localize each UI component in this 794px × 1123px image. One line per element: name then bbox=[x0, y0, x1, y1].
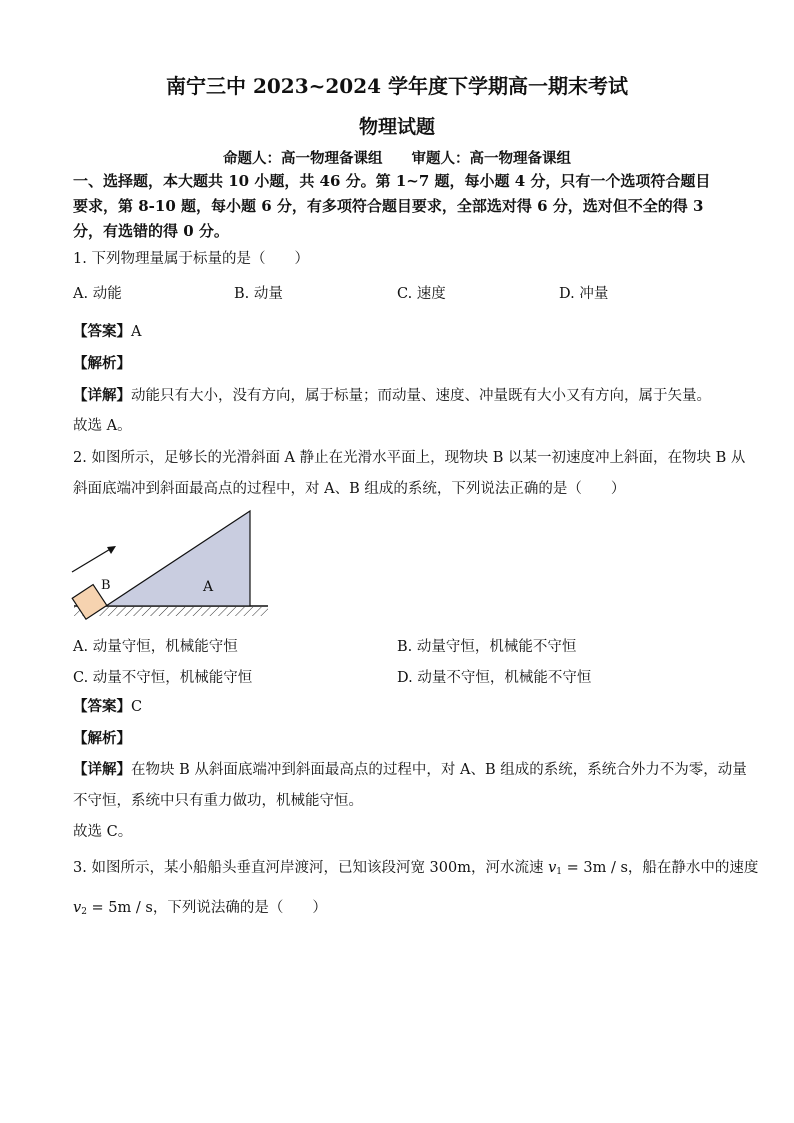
q2-option-a: A. 动量守恒，机械能守恒 bbox=[73, 639, 238, 655]
q3-stem-part1: 3. 如图所示，某小船船头垂直河岸渡河，已知该段河宽 300m，河水流速 bbox=[73, 860, 549, 876]
q3-stem-line1 bbox=[73, 858, 758, 882]
q1-conclusion: 故选 A。 bbox=[73, 418, 132, 434]
q3-stem-part3: ，下列说法确的是（ ） bbox=[152, 900, 327, 916]
detail-text: 在物块 B 从斜面底端冲到斜面最高点的过程中，对 A、B 组成的系统，系统合外力不为零，动量 bbox=[131, 762, 747, 778]
detail-label: 【详解】 bbox=[73, 387, 131, 404]
q3-stem-line2 bbox=[73, 898, 327, 922]
q1-option-c: C. 速度 bbox=[397, 286, 446, 302]
incline-a-shape bbox=[106, 511, 250, 606]
velocity-arrow bbox=[72, 548, 112, 572]
v1-subscript: 1 bbox=[556, 867, 563, 877]
detail-text: 动能只有大小，没有方向，属于标量；而动量、速度、冲量既有大小又有方向，属于矢量。 bbox=[131, 388, 711, 404]
v2-value: = 5m / s bbox=[86, 900, 153, 916]
q2-option-d: D. 动量不守恒，机械能不守恒 bbox=[397, 670, 592, 686]
q1-answer bbox=[73, 322, 141, 342]
exam-title: 南宁三中 2023~2024 学年度下学期高一期末考试 bbox=[165, 74, 628, 98]
q1-option-a: A. 动能 bbox=[73, 286, 122, 302]
q2-detail-line2: 不守恒，系统中只有重力做功，机械能守恒。 bbox=[73, 793, 363, 809]
answer-label: 【答案】 bbox=[73, 698, 131, 715]
q2-option-c: C. 动量不守恒，机械能守恒 bbox=[73, 670, 253, 686]
section-instructions: 一、选择题，本大题共 10 小题，共 46 分。第 1~7 题，每小题 4 分，只有一个选项符合题目要求，第 8-10 题，每小题 6 分，有多项符合题目要求，全部选对得 6 分，选对但不全的得 3 分，有选错的得 0 分。 bbox=[73, 172, 711, 240]
answer-label: 【答案】 bbox=[73, 323, 131, 340]
q2-conclusion: 故选 C。 bbox=[73, 824, 133, 840]
subject-title: 物理试题 bbox=[358, 116, 435, 138]
block-label: B bbox=[101, 578, 111, 593]
author-line: 命题人：高一物理备课组 审题人：高一物理备课组 bbox=[223, 150, 571, 167]
q1-detail bbox=[73, 386, 711, 406]
detail-label: 【详解】 bbox=[73, 761, 131, 778]
q1-option-b: B. 动量 bbox=[234, 286, 283, 302]
incline-label: A bbox=[203, 579, 214, 595]
v1-symbol: v bbox=[548, 860, 557, 876]
q2-answer bbox=[73, 697, 142, 717]
v2-symbol: v bbox=[73, 900, 82, 916]
q2-analysis-label: 【解析】 bbox=[73, 730, 131, 747]
q1-option-d: D. 冲量 bbox=[559, 286, 609, 302]
incline-figure bbox=[66, 505, 276, 625]
q2-stem-line2: 斜面底端冲到斜面最高点的过程中，对 A、B 组成的系统，下列说法正确的是（ ） bbox=[73, 481, 626, 497]
q3-stem-part2: ，船在静水中的速度 bbox=[627, 860, 759, 876]
q2-detail-line1 bbox=[73, 760, 747, 780]
q2-stem-line1: 2. 如图所示，足够长的光滑斜面 A 静止在光滑水平面上，现物块 B 以某一初速度冲上斜面，在物块 B 从 bbox=[73, 450, 746, 466]
q2-option-b: B. 动量守恒，机械能不守恒 bbox=[397, 639, 577, 655]
q1-stem: 1. 下列物理量属于标量的是（ ） bbox=[73, 251, 309, 267]
v1-value: = 3m / s bbox=[562, 860, 628, 876]
q1-analysis-label: 【解析】 bbox=[73, 355, 131, 372]
answer-value: C bbox=[131, 699, 143, 715]
v2-subscript: 2 bbox=[81, 907, 87, 917]
answer-value: A bbox=[131, 324, 142, 340]
